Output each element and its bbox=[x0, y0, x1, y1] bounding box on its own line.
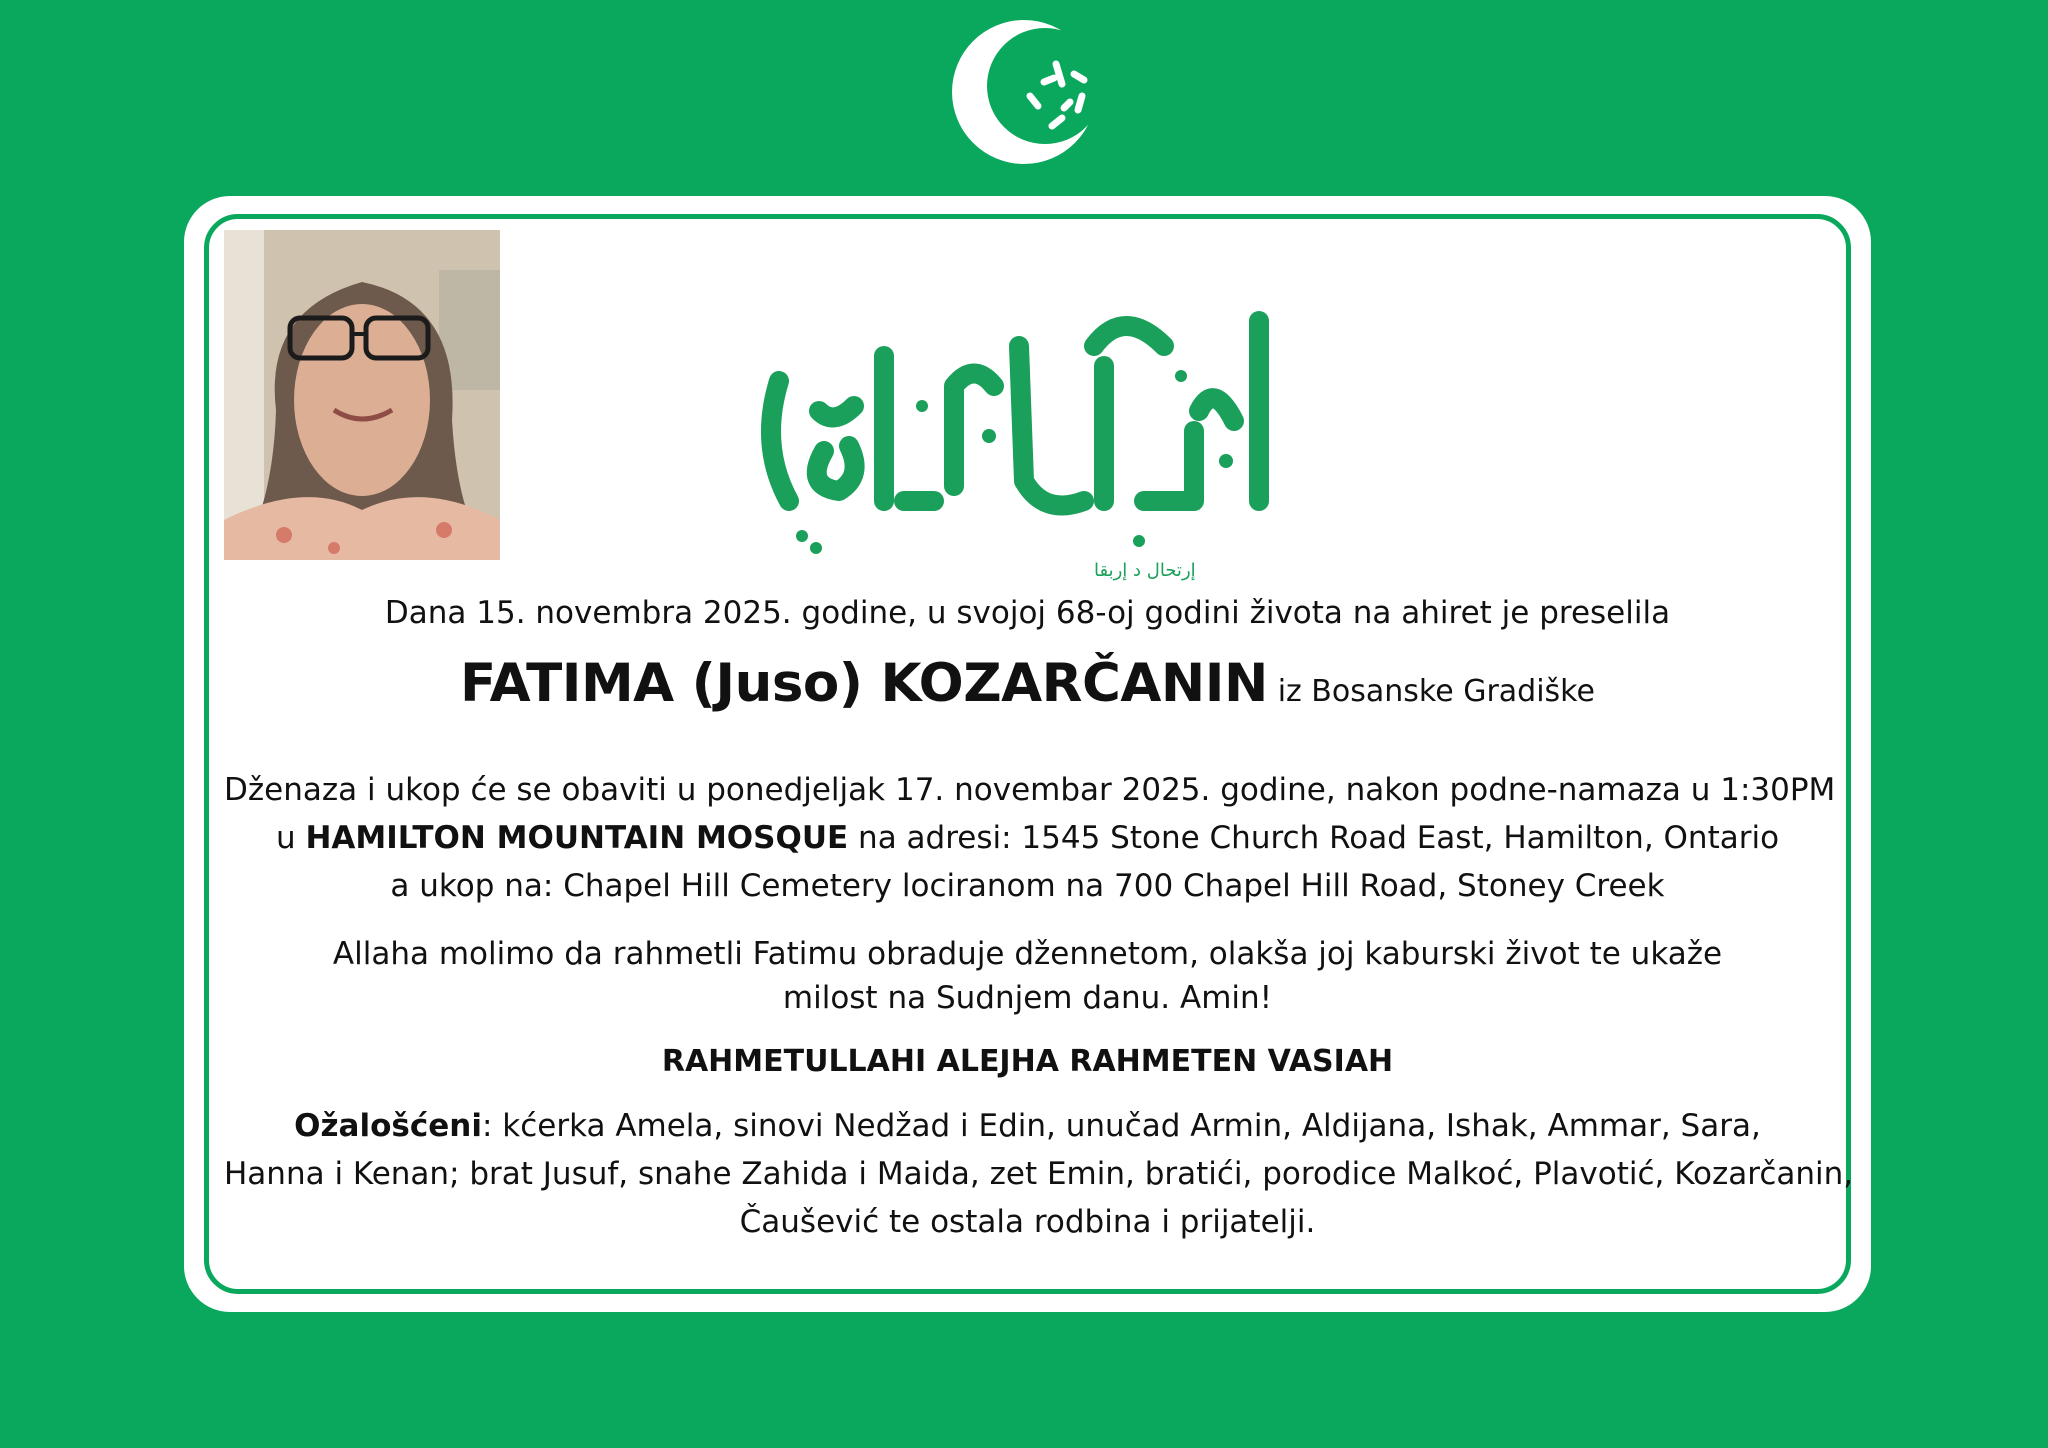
funeral-line-1: Dženaza i ukop će se obaviti u ponedjeljak 17. novembar 2025. godine, nakon podne-namaza u 1:30PM bbox=[224, 772, 1836, 808]
prayer-text bbox=[224, 932, 1831, 1020]
obituary-card bbox=[184, 196, 1871, 1312]
funeral-details bbox=[224, 766, 1836, 910]
funeral-line-2-address: na adresi: 1545 Stone Church Road East, Hamilton, Ontario bbox=[848, 820, 1780, 856]
prayer-line-1: Allaha molimo da rahmetli Fatimu obraduje džennetom, olakša joj kaburski život te ukaže bbox=[332, 936, 1723, 972]
prayer-line-2: milost na Sudnjem danu. Amin! bbox=[782, 980, 1273, 1016]
deceased-name: FATIMA (Juso) KOZARČANIN bbox=[460, 653, 1268, 714]
mourners-line-1 bbox=[224, 1102, 1831, 1150]
funeral-line-2 bbox=[224, 814, 1831, 862]
crescent-and-star-icon bbox=[946, 14, 1110, 170]
funeral-line-3: a ukop na: Chapel Hill Cemetery lociranom na 700 Chapel Hill Road, Stoney Creek bbox=[390, 868, 1665, 904]
arabic-calligraphy-irtihal-icon bbox=[744, 286, 1294, 596]
deceased-name-line bbox=[224, 653, 1831, 716]
rahmet-line: RAHMETULLAHI ALEJHA RAHMETEN VASIAH bbox=[661, 1044, 1394, 1079]
mourners-line-3: Čaušević te ostala rodbina i prijatelji. bbox=[739, 1204, 1316, 1240]
mourners-line-1-text: : kćerka Amela, sinovi Nedžad i Edin, unučad Armin, Aldijana, Ishak, Ammar, Sara, bbox=[481, 1108, 1761, 1144]
mourners-list bbox=[224, 1102, 1854, 1246]
portrait-photo-icon bbox=[224, 230, 500, 560]
calligraphy-text: إرتحال د إربقا bbox=[1094, 560, 1196, 581]
mourners-label: Ožalošćeni bbox=[294, 1108, 482, 1144]
mourners-line-2: Hanna i Kenan; brat Jusuf, snahe Zahida i Maida, zet Emin, bratići, porodice Malkoć, Plavotić, Kozarčanin, bbox=[224, 1156, 1854, 1192]
mosque-name: HAMILTON MOUNTAIN MOSQUE bbox=[305, 820, 849, 856]
funeral-line-2-prefix: u bbox=[275, 820, 306, 856]
intro-line: Dana 15. novembra 2025. godine, u svojoj 68-oj godini života na ahiret je preselila bbox=[384, 595, 1671, 631]
deceased-origin: iz Bosanske Gradiške bbox=[1277, 674, 1595, 709]
